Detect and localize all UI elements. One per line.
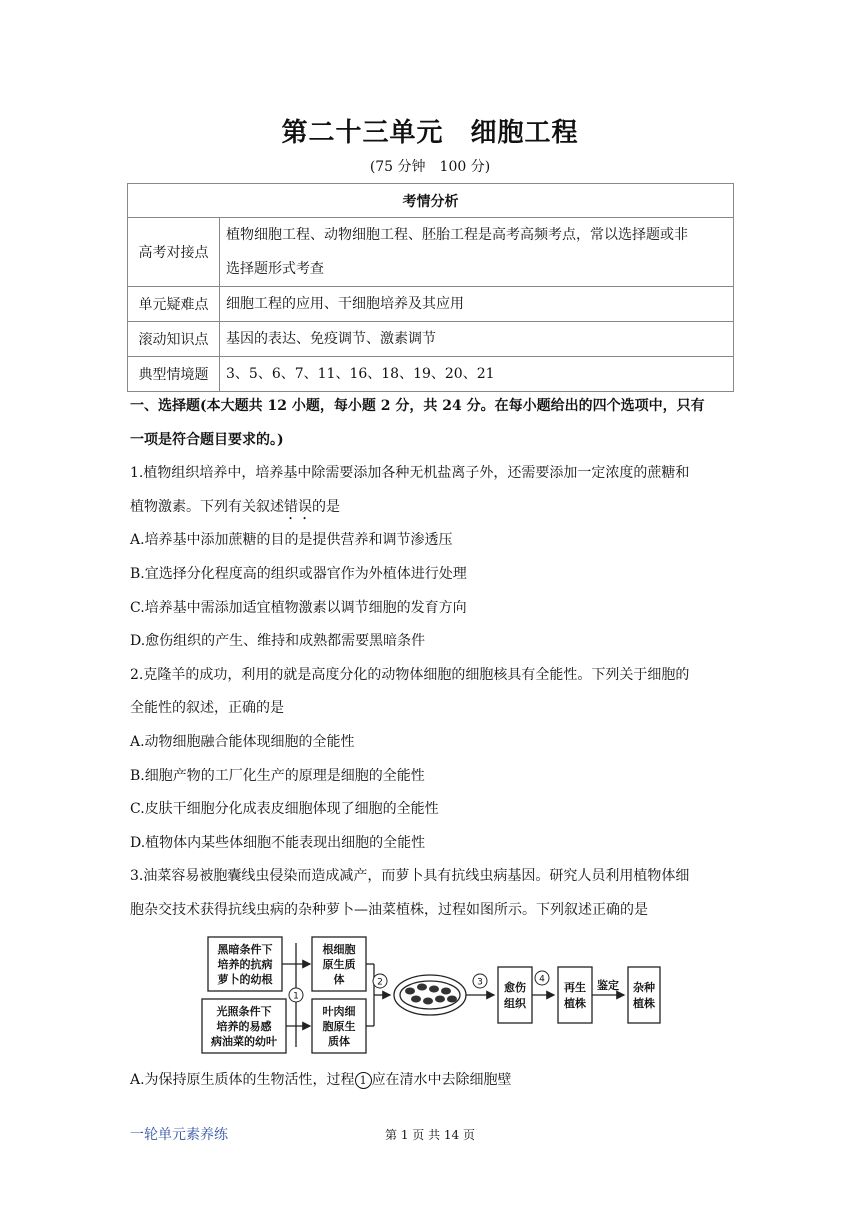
table-row bbox=[128, 218, 734, 287]
q2-option-b: B.细胞产物的工厂化生产的原理是细胞的全能性 bbox=[130, 767, 425, 784]
svg-text:杂种: 杂种 bbox=[633, 981, 655, 994]
q1-stem-cont: 植物激素。下列有关叙述错误的是 bbox=[130, 498, 340, 515]
q2-option-c: C.皮肤干细胞分化成表皮细胞体现了细胞的全能性 bbox=[130, 801, 439, 818]
row-value: 植物细胞工程、动物细胞工程、胚胎工程是高考高频考点，常以选择题或非 选择题形式考查 bbox=[220, 218, 734, 287]
svg-text:萝卜的幼根: 萝卜的幼根 bbox=[217, 973, 273, 986]
svg-text:叶肉细: 叶肉细 bbox=[322, 1005, 356, 1018]
svg-text:植株: 植株 bbox=[564, 997, 586, 1010]
svg-text:再生: 再生 bbox=[564, 981, 586, 994]
process-diagram bbox=[198, 933, 662, 1058]
q1-option-c: C.培养基中需添加适宜植物激素以调节细胞的发育方向 bbox=[130, 599, 467, 616]
svg-text:体: 体 bbox=[333, 973, 345, 986]
svg-text:愈伤: 愈伤 bbox=[504, 981, 526, 994]
svg-text:培养的易感: 培养的易感 bbox=[216, 1020, 272, 1033]
page-title: 第二十三单元 细胞工程 bbox=[281, 118, 579, 148]
q1-option-b: B.宜选择分化程度高的组织或器官作为外植体进行处理 bbox=[130, 565, 467, 582]
box-callus bbox=[498, 967, 532, 1023]
q3-stem: 3.油菜容易被胞囊线虫侵染而造成减产，而萝卜具有抗线虫病基因。研究人员利用植物体细 bbox=[130, 868, 690, 885]
row-value: 细胞工程的应用、干细胞培养及其应用 bbox=[220, 287, 734, 322]
svg-text:黑暗条件下: 黑暗条件下 bbox=[217, 943, 273, 956]
row-key: 滚动知识点 bbox=[128, 322, 220, 357]
table-header: 考情分析 bbox=[128, 184, 734, 218]
step-4-label: 4 bbox=[539, 974, 545, 985]
row-key: 高考对接点 bbox=[128, 218, 220, 287]
step-2-label: 2 bbox=[377, 977, 383, 988]
row-key: 单元疑难点 bbox=[128, 287, 220, 322]
svg-text:胞原生: 胞原生 bbox=[322, 1020, 356, 1033]
svg-text:植株: 植株 bbox=[633, 997, 655, 1010]
q2-stem-cont: 全能性的叙述，正确的是 bbox=[130, 700, 284, 717]
q2-stem: 2.克隆羊的成功，利用的就是高度分化的动物体细胞的细胞核具有全能性。下列关于细胞的 bbox=[130, 666, 690, 683]
svg-text:质体: 质体 bbox=[328, 1035, 350, 1048]
step-circle: 1 bbox=[355, 1072, 372, 1089]
q1-stem: 1.植物组织培养中，培养基中除需要添加各种无机盐离子外，还需要添加一定浓度的蔗糖和 bbox=[130, 465, 690, 482]
q1-option-d: D.愈伤组织的产生、维持和成熟都需要黑暗条件 bbox=[130, 633, 426, 650]
q2-option-d: D.植物体内某些体细胞不能表现出细胞的全能性 bbox=[130, 834, 426, 851]
svg-text:根细胞: 根细胞 bbox=[322, 943, 356, 956]
question-content bbox=[130, 390, 734, 928]
q3-option-a-wrap bbox=[130, 1064, 734, 1098]
box-regenerated-plant bbox=[558, 967, 592, 1023]
footer-page-number: 第 1 页 共 14 页 bbox=[385, 1128, 475, 1142]
emphasis-text: 错误 bbox=[284, 498, 312, 515]
table-row bbox=[128, 322, 734, 357]
row-value: 基因的表达、免疫调节、激素调节 bbox=[220, 322, 734, 357]
identify-label: 鉴定 bbox=[597, 979, 619, 992]
section-heading: 一、选择题(本大题共 12 小题，每小题 2 分，共 24 分。在每小题给出的四个选项中，只有 bbox=[130, 398, 705, 414]
step-1-label: 1 bbox=[293, 991, 299, 1002]
svg-text:光照条件下: 光照条件下 bbox=[216, 1005, 272, 1018]
analysis-table bbox=[127, 183, 734, 392]
page-subtitle: (75 分钟 100 分) bbox=[369, 159, 491, 175]
section-heading-cont: 一项是符合题目要求的。) bbox=[130, 431, 284, 448]
svg-text:原生质: 原生质 bbox=[322, 958, 356, 971]
q2-option-a: A.动物细胞融合能体现细胞的全能性 bbox=[130, 733, 355, 750]
svg-text:培养的抗病: 培养的抗病 bbox=[217, 958, 273, 971]
q3-stem-cont: 胞杂交技术获得抗线虫病的杂种萝卜—油菜植株，过程如图所示。下列叙述正确的是 bbox=[130, 901, 648, 918]
q3-option-a: A.为保持原生质体的生物活性，过程 1 应在清水中去除细胞壁 bbox=[130, 1072, 512, 1088]
row-key: 典型情境题 bbox=[128, 357, 220, 392]
footer-series-title: 一轮单元素养练 bbox=[130, 1127, 228, 1143]
q1-option-a: A.培养基中添加蔗糖的目的是提供营养和调节渗透压 bbox=[130, 532, 453, 549]
row-value: 3、5、6、7、11、16、18、19、20、21 bbox=[220, 357, 734, 392]
table-row bbox=[128, 287, 734, 322]
svg-text:组织: 组织 bbox=[504, 997, 526, 1010]
step-3-label: 3 bbox=[477, 977, 483, 988]
table-row bbox=[128, 357, 734, 392]
svg-text:病油菜的幼叶: 病油菜的幼叶 bbox=[211, 1035, 277, 1048]
box-hybrid-plant bbox=[628, 967, 660, 1023]
